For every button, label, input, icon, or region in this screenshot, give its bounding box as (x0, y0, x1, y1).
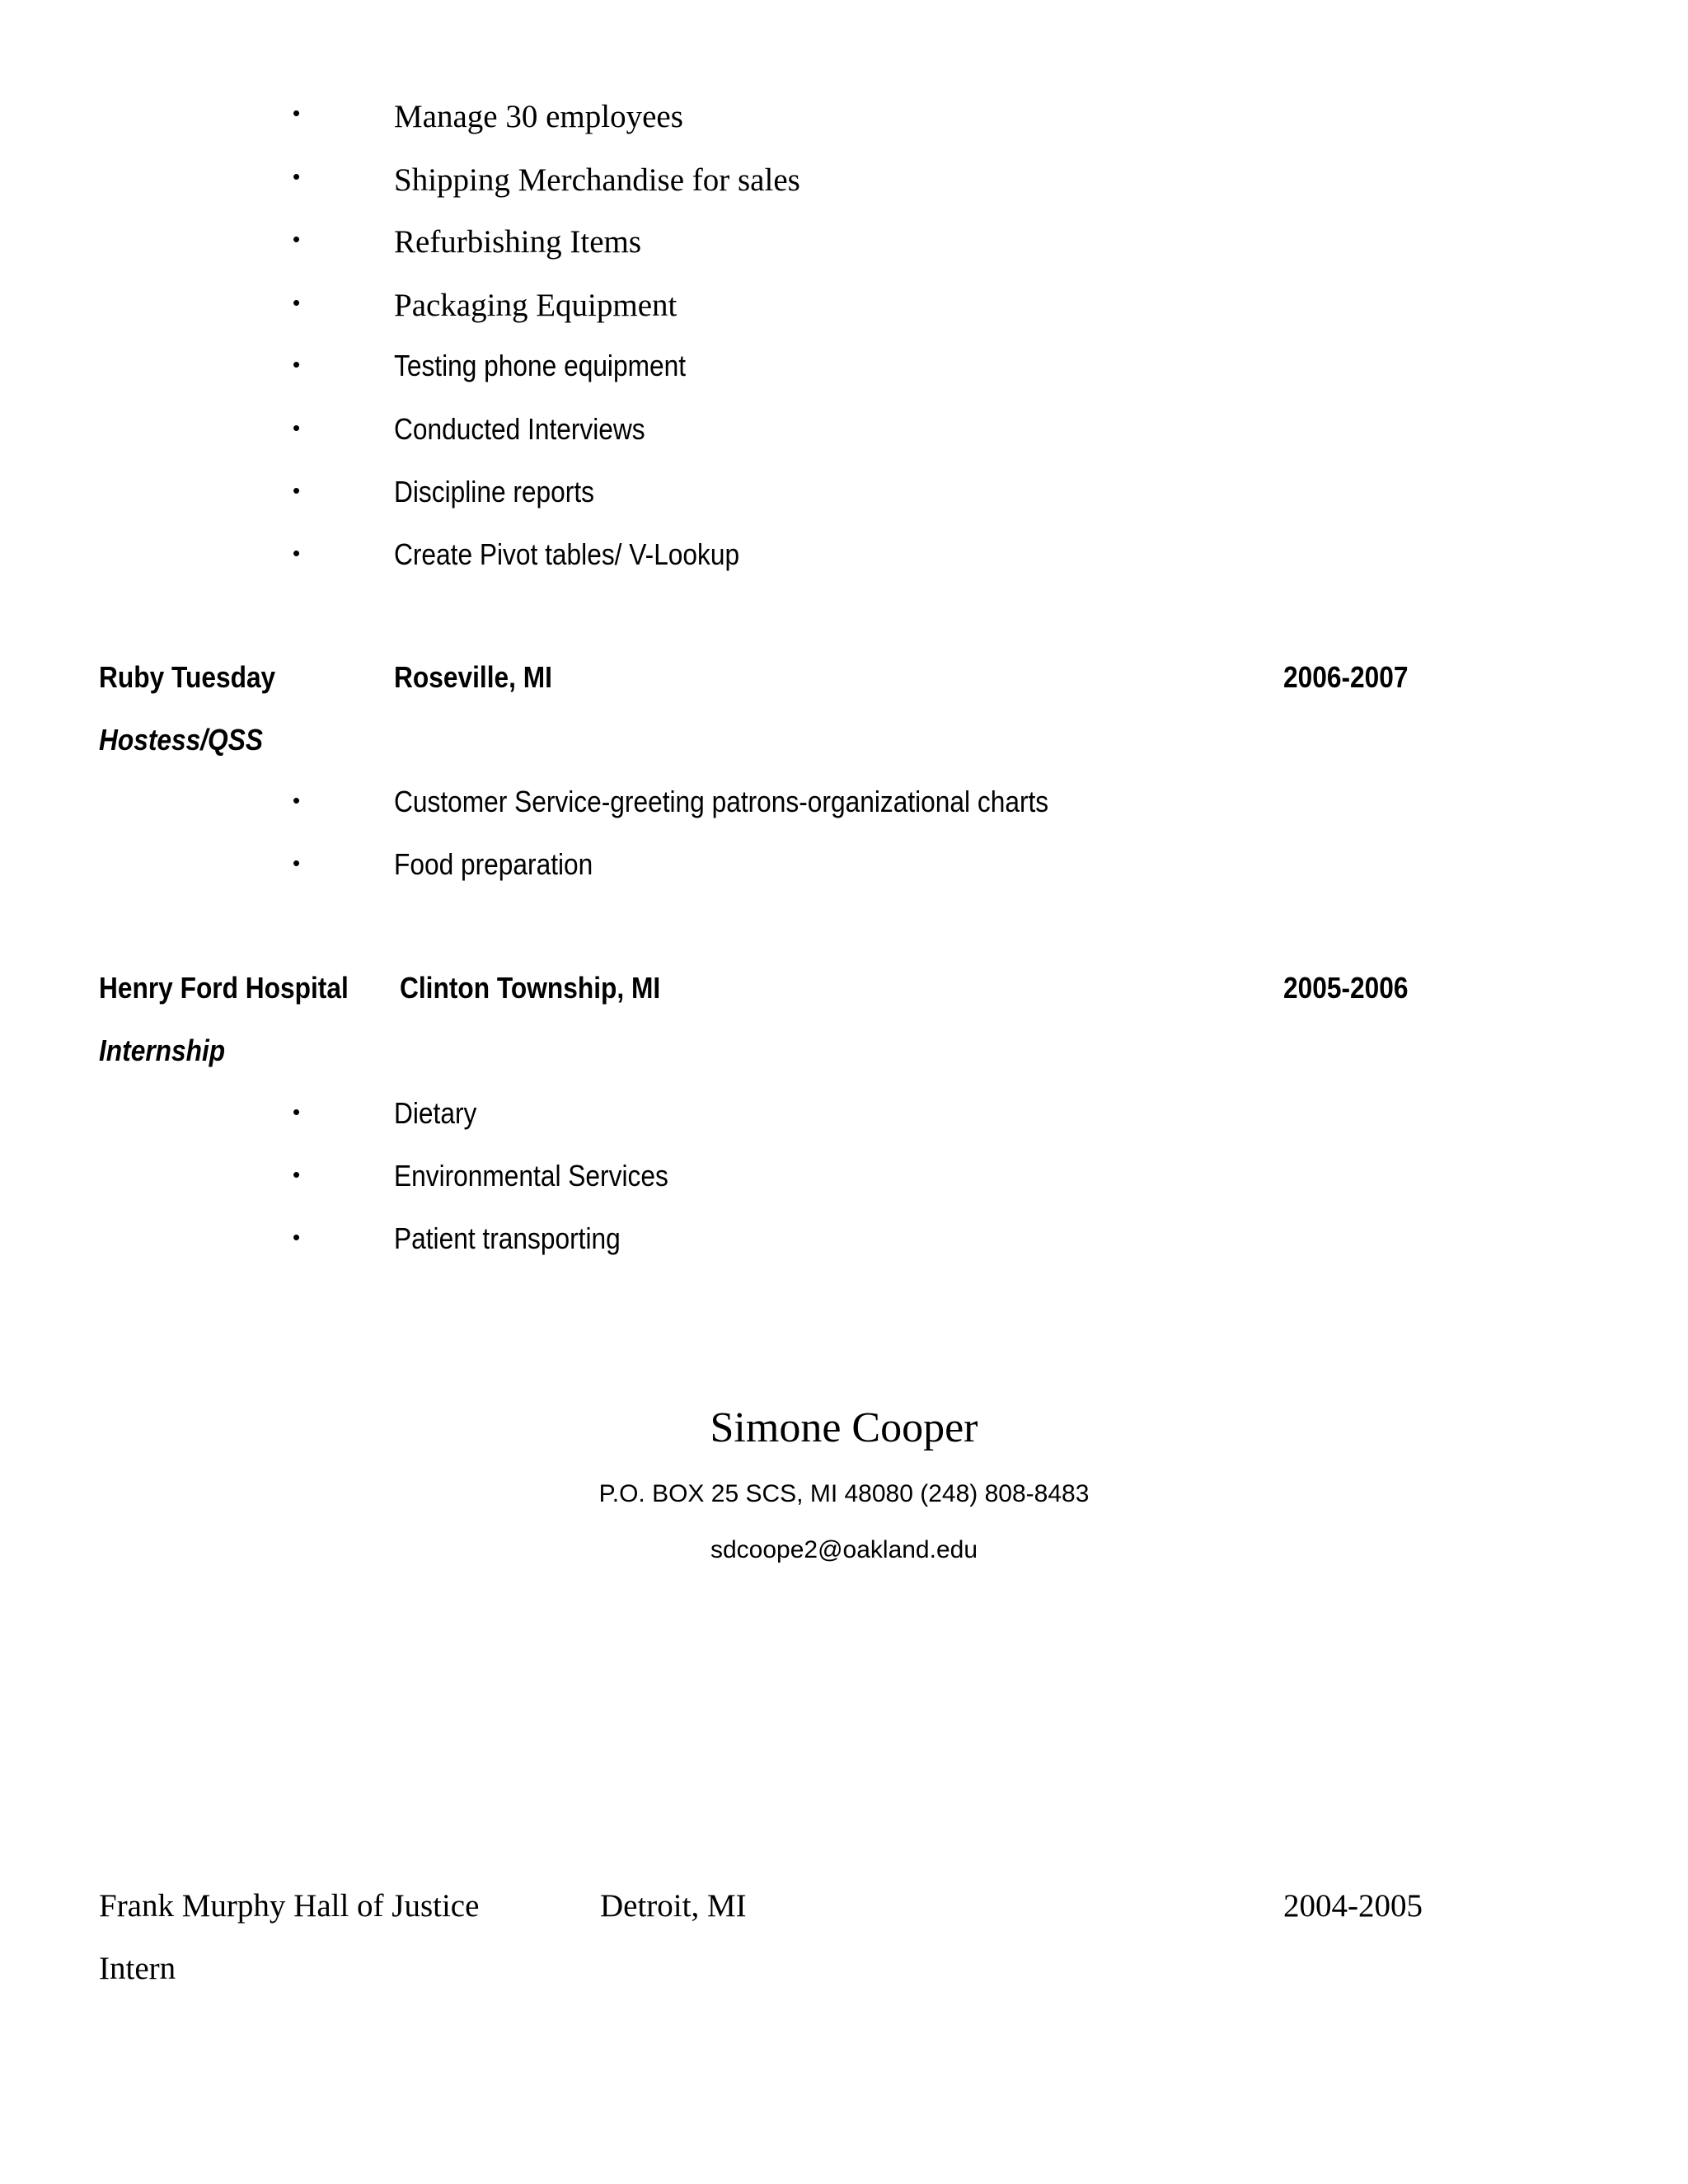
address-phone: P.O. BOX 25 SCS, MI 48080 (248) 808-8483 (598, 1480, 1090, 1507)
job-location: Roseville, MI (394, 660, 552, 694)
employer-name: Frank Murphy Hall of Justice (99, 1888, 480, 1924)
bullet-marker: • (293, 1099, 301, 1124)
list-item: Discipline reports (394, 475, 594, 509)
employer-name: Henry Ford Hospital (99, 971, 349, 1005)
list-item: Conducted Interviews (394, 412, 645, 446)
list-item: Testing phone equipment (394, 349, 687, 382)
list-item: Packaging Equipment (394, 288, 678, 323)
employer-name: Ruby Tuesday (99, 660, 276, 694)
person-name: Simone Cooper (710, 1404, 978, 1451)
job-location: Clinton Township, MI (400, 971, 661, 1005)
bullet-marker: • (293, 290, 301, 315)
list-item: Create Pivot tables/ V-Lookup (394, 537, 740, 571)
job-dates: 2004-2005 (1283, 1888, 1423, 1924)
job-dates: 2005-2006 (1283, 971, 1409, 1005)
bullet-marker: • (293, 1162, 301, 1187)
bullet-marker: • (293, 541, 301, 565)
bullet-marker: • (293, 1225, 301, 1249)
list-item: Refurbishing Items (394, 224, 642, 260)
job-role: Internship (99, 1033, 226, 1067)
job-location: Detroit, MI (600, 1888, 747, 1924)
bullet-marker: • (293, 227, 301, 251)
list-item: Patient transporting (394, 1221, 621, 1255)
job-role: Intern (99, 1951, 176, 1986)
bullet-marker: • (293, 164, 301, 189)
list-item: Food preparation (394, 847, 593, 881)
email-address: sdcoope2@oakland.edu (710, 1536, 978, 1563)
bullet-marker: • (293, 851, 301, 875)
bullet-marker: • (293, 415, 301, 440)
list-item: Customer Service-greeting patrons-organizational charts (394, 785, 1049, 818)
job-dates: 2006-2007 (1283, 660, 1409, 694)
bullet-marker: • (293, 352, 301, 377)
job-role: Hostess/QSS (99, 723, 263, 757)
list-item: Dietary (394, 1096, 477, 1130)
bullet-marker: • (293, 478, 301, 503)
bullet-marker: • (293, 788, 301, 813)
list-item: Manage 30 employees (394, 99, 683, 134)
list-item: Shipping Merchandise for sales (394, 162, 800, 198)
list-item: Environmental Services (394, 1159, 668, 1193)
bullet-marker: • (293, 101, 301, 125)
